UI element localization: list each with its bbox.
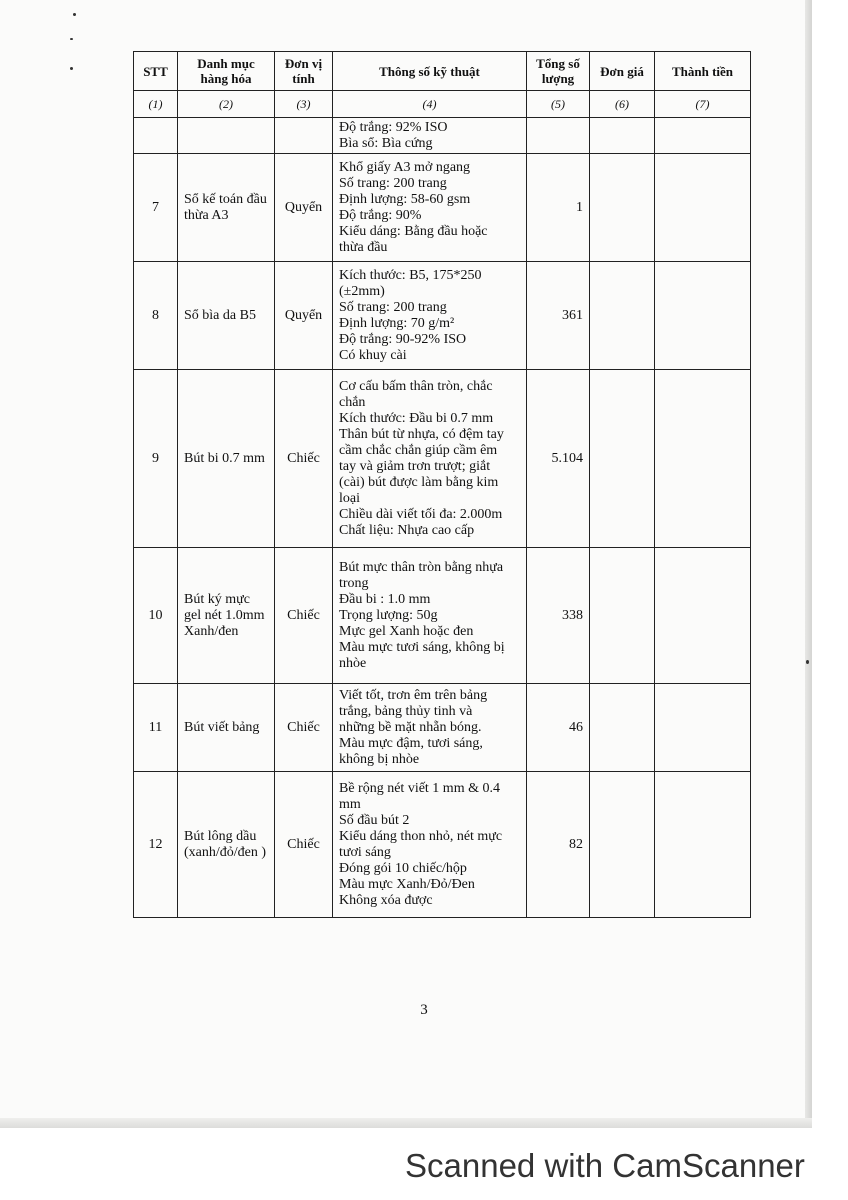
column-number: (7): [655, 91, 751, 118]
cell-total: [655, 118, 751, 154]
spec-line: Cơ cấu bấm thân tròn, chắc: [339, 378, 493, 394]
cell-unit: [275, 118, 333, 154]
cell-stt: 9: [134, 370, 178, 548]
spec-line: Độ trắng: 92% ISO: [339, 119, 448, 135]
spec-line: trong: [339, 575, 369, 591]
page-number: 3: [420, 1002, 428, 1018]
cell-unit-price: [590, 548, 655, 684]
cell-quantity: [527, 118, 590, 154]
cell-stt: 11: [134, 684, 178, 772]
cell-quantity: 46: [527, 684, 590, 772]
spec-line: Bút mực thân tròn bằng nhựa: [339, 559, 504, 575]
spec-line: Kích thước: B5, 175*250: [339, 267, 482, 283]
cell-specs: [333, 154, 527, 262]
cell-unit: Chiếc: [275, 772, 333, 918]
page-bottom-shadow: [0, 1118, 812, 1128]
cell-specs: [333, 370, 527, 548]
spec-line: Số đầu bút 2: [339, 812, 410, 828]
spec-line: (±2mm): [339, 283, 385, 299]
table-row: [134, 118, 751, 154]
cell-unit-price: [590, 154, 655, 262]
column-number: (2): [178, 91, 275, 118]
spec-line: Độ trắng: 90-92% ISO: [339, 331, 467, 347]
cell-goods-name: Bút lông dầu (xanh/đỏ/đen ): [178, 772, 275, 918]
cell-unit: Chiếc: [275, 548, 333, 684]
cell-quantity: 361: [527, 262, 590, 370]
scan-speck: [70, 38, 73, 40]
cell-quantity: 5.104: [527, 370, 590, 548]
cell-goods-name: Bút ký mực gel nét 1.0mm Xanh/đen: [178, 548, 275, 684]
spec-line: Định lượng: 58-60 gsm: [339, 191, 471, 207]
column-number: (4): [333, 91, 527, 118]
spec-line: nhòe: [339, 655, 367, 671]
spec-line: Đầu bi : 1.0 mm: [339, 591, 431, 607]
spec-line: chắn: [339, 394, 366, 410]
header-unit: Đơn vị tính: [275, 52, 333, 91]
header-total: Thành tiền: [655, 52, 751, 91]
cell-stt: 7: [134, 154, 178, 262]
cell-unit-price: [590, 684, 655, 772]
cell-unit-price: [590, 118, 655, 154]
spec-line: Số trang: 200 trang: [339, 175, 447, 191]
spec-line: tay và giảm trơn trượt; giắt: [339, 458, 491, 474]
header-quantity: Tổng số lượng: [527, 52, 590, 91]
table-row: [134, 772, 751, 918]
cell-specs: [333, 118, 527, 154]
cell-specs: [333, 684, 527, 772]
cell-stt: 12: [134, 772, 178, 918]
cell-specs: [333, 548, 527, 684]
cell-unit-price: [590, 262, 655, 370]
spec-line: Có khuy cài: [339, 347, 407, 363]
spec-line: Viết tốt, trơn êm trên bảng: [339, 687, 488, 703]
column-number: (3): [275, 91, 333, 118]
goods-table: [133, 51, 751, 918]
cell-stt: 8: [134, 262, 178, 370]
spec-line: Bìa sổ: Bìa cứng: [339, 135, 433, 151]
spec-line: Kiểu dáng: Bằng đầu hoặc: [339, 223, 488, 239]
spec-line: Trọng lượng: 50g: [339, 607, 438, 623]
table-row: [134, 262, 751, 370]
spec-line: Không xóa được: [339, 892, 433, 908]
spec-line: Định lượng: 70 g/m²: [339, 315, 455, 331]
table-body: [134, 118, 751, 918]
spec-line: Độ trắng: 90%: [339, 207, 422, 223]
spec-line: Đóng gói 10 chiếc/hộp: [339, 860, 467, 876]
spec-line: cầm chắc chắn giúp cầm êm: [339, 442, 498, 458]
spec-line: Màu mực tươi sáng, không bị: [339, 639, 505, 655]
spec-line: trắng, bảng thủy tinh và: [339, 703, 473, 719]
cell-unit-price: [590, 772, 655, 918]
cell-goods-name: Sổ kế toán đầu thừa A3: [178, 154, 275, 262]
table-row: [134, 548, 751, 684]
cell-unit: Chiếc: [275, 370, 333, 548]
column-number-row: [134, 91, 751, 118]
spec-line: Kích thước: Đầu bi 0.7 mm: [339, 410, 494, 426]
header-unit-price: Đơn giá: [590, 52, 655, 91]
cell-quantity: 1: [527, 154, 590, 262]
cell-specs: [333, 772, 527, 918]
spec-line: không bị nhòe: [339, 751, 420, 767]
column-number: (1): [134, 91, 178, 118]
cell-unit: Chiếc: [275, 684, 333, 772]
spec-line: tươi sáng: [339, 844, 391, 860]
spec-line: Màu mực đậm, tươi sáng,: [339, 735, 483, 751]
spec-line: mm: [339, 796, 361, 812]
scan-speck: [73, 13, 76, 16]
header-goods-name: Danh mục hàng hóa: [178, 52, 275, 91]
spec-line: những bề mặt nhẵn bóng.: [339, 719, 482, 735]
cell-goods-name: [178, 118, 275, 154]
scan-speck: [806, 660, 809, 664]
table-row: [134, 370, 751, 548]
spec-line: thừa đầu: [339, 239, 388, 255]
spec-line: Số trang: 200 trang: [339, 299, 447, 315]
spec-line: (cài) bút được làm bằng kim: [339, 474, 499, 490]
table-row: [134, 684, 751, 772]
cell-total: [655, 262, 751, 370]
cell-stt: 10: [134, 548, 178, 684]
scan-speck: [70, 67, 73, 70]
cell-goods-name: Bút viết bảng: [178, 684, 275, 772]
cell-total: [655, 772, 751, 918]
cell-total: [655, 370, 751, 548]
cell-total: [655, 684, 751, 772]
cell-quantity: 82: [527, 772, 590, 918]
table-header: [134, 52, 751, 118]
header-specs: Thông số kỹ thuật: [333, 52, 527, 91]
spec-line: Bề rộng nét viết 1 mm & 0.4: [339, 780, 500, 796]
cell-total: [655, 548, 751, 684]
spec-line: Chất liệu: Nhựa cao cấp: [339, 522, 475, 538]
spec-line: Mực gel Xanh hoặc đen: [339, 623, 474, 639]
cell-quantity: 338: [527, 548, 590, 684]
spec-line: Chiều dài viết tối đa: 2.000m: [339, 506, 503, 522]
header-stt: STT: [134, 52, 178, 91]
cell-goods-name: Sổ bìa da B5: [178, 262, 275, 370]
cell-total: [655, 154, 751, 262]
cell-unit-price: [590, 370, 655, 548]
spec-line: loại: [339, 490, 360, 506]
column-number: (6): [590, 91, 655, 118]
page-edge-shadow: [805, 0, 812, 1128]
cell-specs: [333, 262, 527, 370]
cell-unit: Quyển: [275, 154, 333, 262]
column-number: (5): [527, 91, 590, 118]
camscanner-watermark: Scanned with CamScanner: [405, 1147, 805, 1184]
cell-stt: [134, 118, 178, 154]
cell-unit: Quyển: [275, 262, 333, 370]
spec-line: Kiểu dáng thon nhỏ, nét mực: [339, 828, 503, 844]
spec-line: Màu mực Xanh/Đỏ/Đen: [339, 876, 475, 892]
cell-goods-name: Bút bi 0.7 mm: [178, 370, 275, 548]
table-row: [134, 154, 751, 262]
spec-line: Thân bút từ nhựa, có đệm tay: [339, 426, 504, 442]
spec-line: Khổ giấy A3 mở ngang: [339, 159, 471, 175]
